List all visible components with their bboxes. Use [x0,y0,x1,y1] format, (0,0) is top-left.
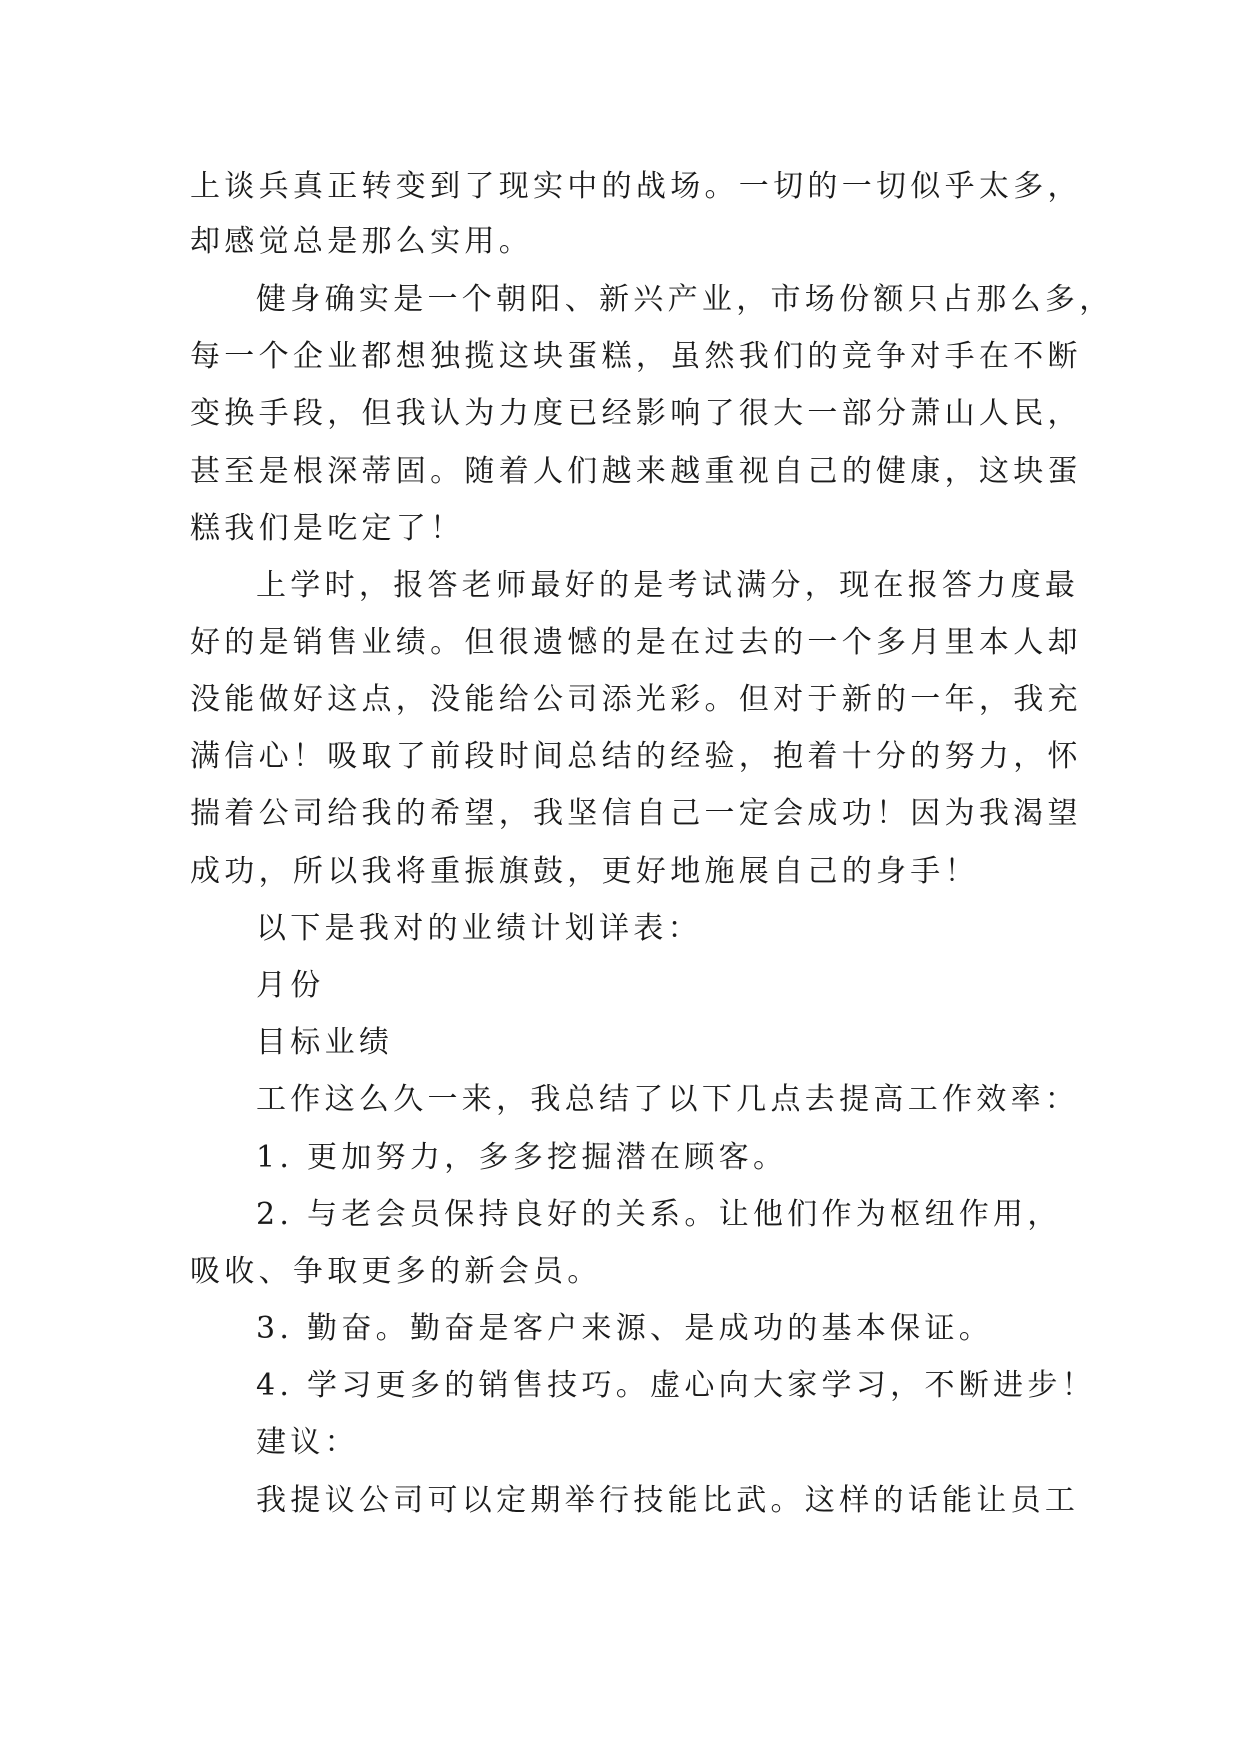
text-line: 月份 [256,968,325,1003]
text-line: 甚至是根深蒂固。随着人们越来越重视自己的健康，这块蛋 [190,454,1082,489]
text-line: 上学时，报答老师最好的是考试满分，现在报答力度最 [256,568,1080,603]
list-item: 2. 与老会员保持良好的关系。让他们作为枢纽作用， [256,1197,1062,1232]
text-line: 成功，所以我将重振旗鼓，更好地施展自己的身手！ [190,854,979,889]
text-line: 我提议公司可以定期举行技能比武。这样的话能让员工 [256,1483,1080,1518]
text-line: 每一个企业都想独揽这块蛋糕，虽然我们的竞争对手在不断 [190,339,1082,374]
text-line: 健身确实是一个朝阳、新兴产业，市场份额只占那么多， [256,282,1114,317]
text-line: 吸收、争取更多的新会员。 [190,1254,602,1289]
text-line: 变换手段，但我认为力度已经影响了很大一部分萧山人民， [190,396,1082,431]
list-item: 4. 学习更多的销售技巧。虚心向大家学习，不断进步！ [256,1368,1096,1403]
text-line: 却感觉总是那么实用。 [190,224,533,259]
text-line: 糕我们是吃定了！ [190,511,465,546]
list-item: 3. 勤奋。勤奋是客户来源、是成功的基本保证。 [256,1311,994,1346]
text-line: 以下是我对的业绩计划详表： [256,911,702,946]
text-line: 满信心！吸取了前段时间总结的经验，抱着十分的努力，怀 [190,739,1082,774]
text-line: 揣着公司给我的希望，我坚信自己一定会成功！因为我渴望 [190,796,1082,831]
text-line: 没能做好这点，没能给公司添光彩。但对于新的一年，我充 [190,682,1082,717]
text-line: 工作这么久一来，我总结了以下几点去提高工作效率： [256,1082,1080,1117]
text-line: 上谈兵真正转变到了现实中的战场。一切的一切似乎太多， [190,169,1082,204]
list-item: 1. 更加努力，多多挖掘潜在顾客。 [256,1140,788,1175]
text-line: 目标业绩 [256,1025,394,1060]
section-heading: 建议： [256,1425,359,1460]
text-line: 好的是销售业绩。但很遗憾的是在过去的一个多月里本人却 [190,625,1082,660]
